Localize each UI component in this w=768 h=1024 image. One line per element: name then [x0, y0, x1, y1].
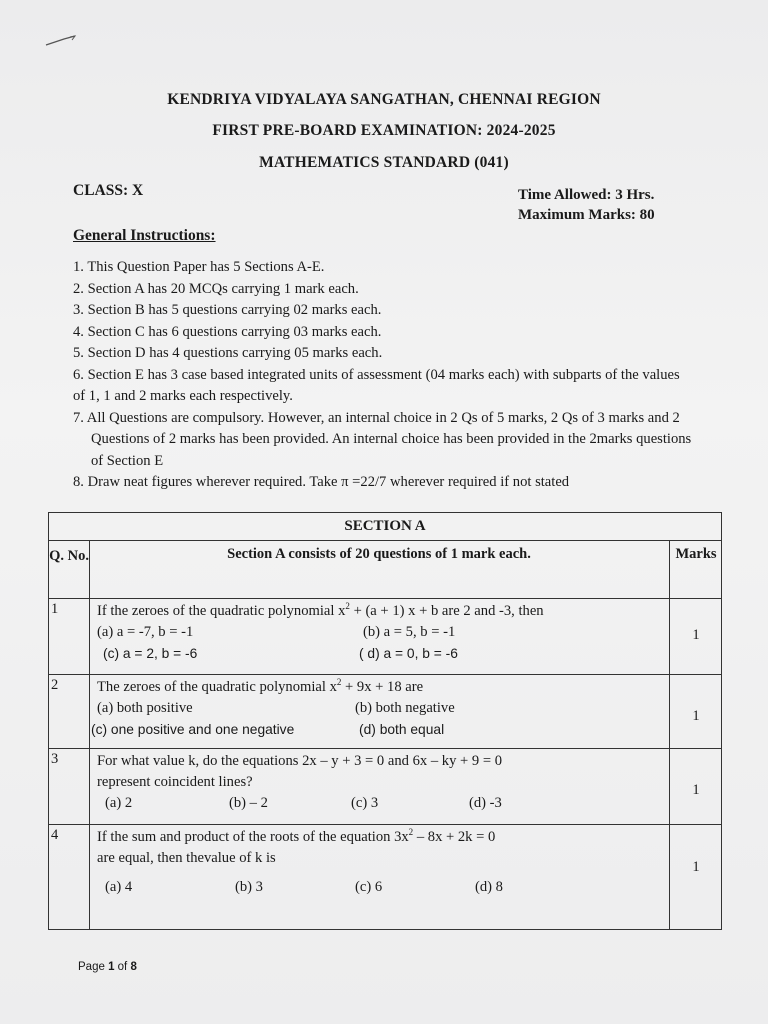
option-b: (b) both negative	[355, 700, 455, 716]
superscript: 2	[336, 677, 342, 688]
question-marks: 1	[692, 859, 700, 875]
section-a-table	[48, 512, 722, 930]
of-word: of	[114, 961, 131, 973]
page-footer	[78, 961, 137, 973]
header-subject: MATHEMATICS STANDARD (041)	[259, 154, 509, 171]
question-stem: If the zeroes of the quadratic polynomial x	[97, 603, 346, 619]
instruction-item: 5. Section D has 4 questions carrying 05 marks each.	[73, 345, 383, 361]
option-d: ( d) a = 0, b = -6	[359, 646, 458, 661]
option-c: (c) a = 2, b = -6	[103, 646, 198, 661]
option-b: (b) 3	[235, 879, 263, 895]
instruction-item: 1. This Question Paper has 5 Sections A-E.	[73, 259, 325, 275]
class-label: CLASS: X	[73, 182, 144, 199]
question-number: 3	[51, 751, 59, 767]
option-a: (a) 4	[105, 879, 133, 895]
instructions-list	[73, 257, 693, 494]
instructions-title: General Instructions:	[73, 227, 216, 244]
question-stem-line2: are equal, then thevalue of k is	[97, 850, 276, 866]
question-text	[91, 677, 663, 740]
section-a-title: SECTION A	[49, 513, 721, 541]
option-a: (a) 2	[105, 795, 133, 811]
question-stem: For what value k, do the equations 2x – y + 3 = 0 and 6x – ky + 9 = 0	[97, 753, 503, 769]
option-c: (c) 6	[355, 879, 383, 895]
question-stem: If the sum and product of the roots of the equation 3x	[97, 829, 409, 845]
pen-mark-icon	[44, 34, 78, 48]
header-org: KENDRIYA VIDYALAYA SANGATHAN, CHENNAI REGION	[167, 91, 601, 108]
question-number: 4	[51, 827, 59, 843]
question-text	[97, 827, 663, 898]
header-exam: FIRST PRE-BOARD EXAMINATION: 2024-2025	[212, 122, 556, 139]
question-stem-end: – 8x + 2k = 0	[413, 829, 496, 845]
instruction-item: 6. Section E has 3 case based integrated units of assessment (04 marks each) with subparts of the values of 1, 1 and 2 marks each respectively.	[73, 366, 680, 404]
page-total: 8	[130, 961, 137, 973]
marks-header: Marks	[675, 546, 717, 562]
instruction-item: 2. Section A has 20 MCQs carrying 1 mark each.	[73, 280, 359, 297]
question-stem-line2: represent coincident lines?	[97, 774, 253, 790]
question-marks: 1	[692, 627, 700, 643]
table-row	[49, 599, 721, 675]
question-number: 2	[51, 677, 59, 693]
page-number: 1	[108, 961, 115, 973]
option-c: (c) one positive and one negative	[91, 722, 295, 737]
question-marks: 1	[692, 708, 700, 724]
question-stem-end: + 9x + 18 are	[341, 679, 424, 695]
superscript: 2	[345, 601, 350, 612]
question-text	[97, 601, 663, 664]
option-d: (d) both equal	[359, 722, 445, 737]
option-a: (a) a = -7, b = -1	[97, 624, 194, 640]
question-stem-end: + (a + 1) x + b are 2 and -3, then	[349, 603, 544, 619]
table-header-row	[49, 541, 721, 599]
option-a: (a) both positive	[97, 700, 193, 716]
instruction-item: 3. Section B has 5 questions carrying 02 marks each.	[73, 302, 382, 318]
option-b: (b) – 2	[229, 795, 268, 811]
instruction-item: 8. Draw neat figures wherever required. Take π =22/7 wherever required if not stated	[73, 474, 570, 490]
question-marks: 1	[692, 782, 700, 798]
question-stem: The zeroes of the quadratic polynomial x	[97, 679, 337, 695]
table-row	[49, 749, 721, 825]
option-d: (d) 8	[475, 879, 503, 895]
time-allowed: Time Allowed: 3 Hrs.	[518, 187, 655, 203]
option-c: (c) 3	[351, 795, 379, 811]
max-marks: Maximum Marks: 80	[518, 207, 655, 223]
instruction-item: 4. Section C has 6 questions carrying 03 marks each.	[73, 323, 382, 340]
qno-header: Q. No.	[49, 548, 89, 564]
superscript: 2	[408, 827, 414, 838]
question-text	[97, 751, 663, 814]
page-word: Page	[78, 961, 109, 973]
option-d: (d) -3	[469, 795, 502, 811]
question-number: 1	[51, 601, 59, 617]
section-description: Section A consists of 20 questions of 1 mark each.	[227, 546, 531, 562]
table-row	[49, 675, 721, 749]
instruction-item: 7. All Questions are compulsory. However, an internal choice in 2 Qs of 5 marks, 2 Qs of 3 marks and 2 Questions of 2 marks has been provided. An internal choice has been provided in the 2marks questions of Section E	[73, 409, 692, 469]
option-b: (b) a = 5, b = -1	[363, 624, 456, 640]
table-row	[49, 825, 721, 929]
